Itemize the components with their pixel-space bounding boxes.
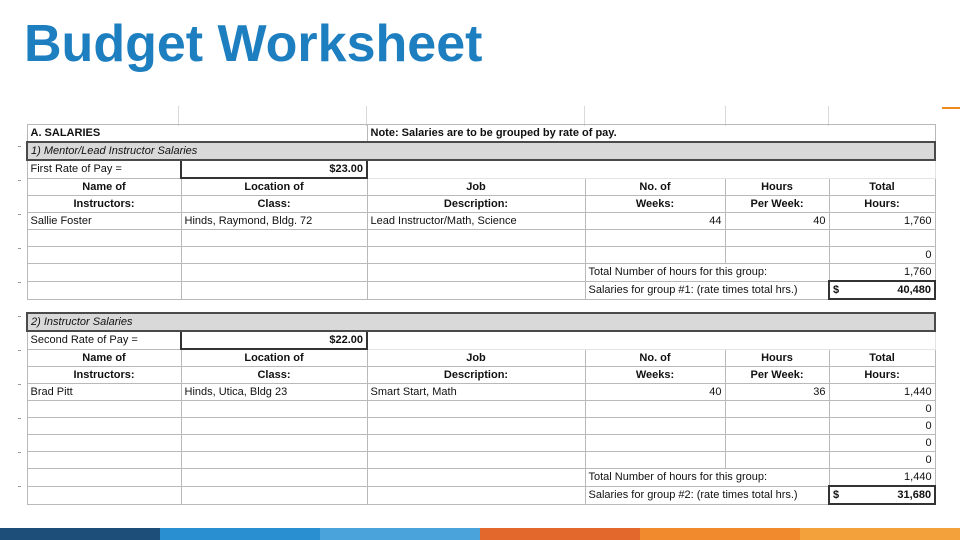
cell-hours	[725, 230, 829, 247]
salaries-value: 40,480	[897, 284, 932, 296]
rate-value: $22.00	[181, 331, 367, 349]
cell-total: 1,440	[829, 384, 935, 401]
group-title: 1) Mentor/Lead Instructor Salaries	[27, 142, 935, 160]
cell-weeks	[585, 401, 725, 418]
salary-table-group-1	[26, 124, 936, 300]
cell-hours: 40	[725, 213, 829, 230]
salaries-row	[27, 486, 935, 504]
table-row	[27, 247, 935, 264]
footer-segment	[0, 528, 160, 540]
table-row	[27, 213, 935, 230]
row-markers	[18, 140, 24, 500]
accent-dash	[942, 107, 960, 109]
cell-weeks: 44	[585, 213, 725, 230]
cell-name	[27, 247, 181, 264]
cell-location	[181, 247, 367, 264]
rate-value: $23.00	[181, 160, 367, 178]
cell-total: 0	[829, 418, 935, 435]
section-heading: A. SALARIES	[27, 125, 367, 143]
cell-name	[27, 418, 181, 435]
cell-job	[367, 452, 585, 469]
table-row	[27, 230, 935, 247]
cell-location	[181, 401, 367, 418]
header-hours: Hours	[725, 349, 829, 367]
table-row	[27, 401, 935, 418]
header-hours: Per Week:	[725, 367, 829, 384]
cell-location: Hinds, Raymond, Bldg. 72	[181, 213, 367, 230]
table-row	[27, 435, 935, 452]
cell-hours	[725, 401, 829, 418]
cell-weeks: 40	[585, 384, 725, 401]
cell-hours	[725, 247, 829, 264]
header-name: Name of	[27, 349, 181, 367]
header-location: Location of	[181, 349, 367, 367]
cell-job	[367, 247, 585, 264]
header-job: Description:	[367, 367, 585, 384]
cell-weeks	[585, 452, 725, 469]
cell-total: 0	[829, 452, 935, 469]
cell-location	[181, 452, 367, 469]
footer-segment	[320, 528, 480, 540]
header-job: Description:	[367, 196, 585, 213]
salaries-label: Salaries for group #1: (rate times total hrs.)	[585, 281, 829, 299]
rate-label: First Rate of Pay =	[27, 160, 181, 178]
column-header-row	[27, 196, 935, 213]
currency-symbol: $	[833, 284, 840, 296]
header-total: Total	[829, 349, 935, 367]
header-total: Hours:	[829, 367, 935, 384]
cell-total	[829, 230, 935, 247]
section-note: Note: Salaries are to be grouped by rate of pay.	[367, 125, 935, 143]
header-location: Location of	[181, 178, 367, 196]
total-hours-row	[27, 469, 935, 487]
rate-row	[27, 331, 935, 349]
group-title: 2) Instructor Salaries	[27, 313, 935, 331]
total-hours-value: 1,440	[829, 469, 935, 487]
header-total: Total	[829, 178, 935, 196]
salary-table-group-2	[26, 312, 936, 505]
header-weeks: No. of	[585, 349, 725, 367]
header-location: Class:	[181, 367, 367, 384]
cell-location	[181, 435, 367, 452]
header-name: Instructors:	[27, 196, 181, 213]
cell-weeks	[585, 247, 725, 264]
rate-row	[27, 160, 935, 178]
cell-name: Sallie Foster	[27, 213, 181, 230]
header-job: Job	[367, 178, 585, 196]
column-gridline	[725, 106, 726, 126]
currency-symbol: $	[833, 489, 840, 501]
cell-job	[367, 401, 585, 418]
cell-job	[367, 230, 585, 247]
footer-segment	[160, 528, 320, 540]
page-title: Budget Worksheet	[24, 15, 483, 73]
header-name: Name of	[27, 178, 181, 196]
header-total: Hours:	[829, 196, 935, 213]
column-header-row	[27, 349, 935, 367]
salaries-label: Salaries for group #2: (rate times total hrs.)	[585, 486, 829, 504]
rate-label: Second Rate of Pay =	[27, 331, 181, 349]
cell-weeks	[585, 418, 725, 435]
cell-weeks	[585, 435, 725, 452]
column-gridline	[366, 106, 367, 126]
cell-location	[181, 230, 367, 247]
cell-job	[367, 418, 585, 435]
group-title-row	[27, 313, 935, 331]
cell-location	[181, 418, 367, 435]
salaries-value: 31,680	[897, 489, 932, 501]
cell-hours	[725, 452, 829, 469]
column-gridline	[584, 106, 585, 126]
header-weeks: Weeks:	[585, 196, 725, 213]
header-hours: Hours	[725, 178, 829, 196]
column-gridline	[178, 106, 179, 126]
header-job: Job	[367, 349, 585, 367]
header-weeks: Weeks:	[585, 367, 725, 384]
header-weeks: No. of	[585, 178, 725, 196]
table-row	[27, 384, 935, 401]
column-header-row	[27, 367, 935, 384]
column-header-row	[27, 178, 935, 196]
group-title-row	[27, 142, 935, 160]
header-location: Class:	[181, 196, 367, 213]
cell-total: 0	[829, 435, 935, 452]
table-row	[27, 452, 935, 469]
footer-segment	[640, 528, 800, 540]
cell-job: Smart Start, Math	[367, 384, 585, 401]
cell-hours	[725, 418, 829, 435]
cell-name	[27, 435, 181, 452]
salaries-total	[829, 281, 935, 299]
cell-name	[27, 452, 181, 469]
footer-segment	[480, 528, 640, 540]
salaries-total	[829, 486, 935, 504]
header-name: Instructors:	[27, 367, 181, 384]
cell-location: Hinds, Utica, Bldg 23	[181, 384, 367, 401]
cell-total: 1,760	[829, 213, 935, 230]
column-gridline	[828, 106, 829, 126]
header-hours: Per Week:	[725, 196, 829, 213]
total-hours-label: Total Number of hours for this group:	[585, 469, 829, 487]
total-hours-label: Total Number of hours for this group:	[585, 264, 829, 282]
total-hours-row	[27, 264, 935, 282]
cell-hours	[725, 435, 829, 452]
cell-weeks	[585, 230, 725, 247]
section-heading-row	[27, 125, 935, 143]
table-row	[27, 418, 935, 435]
total-hours-value: 1,760	[829, 264, 935, 282]
salaries-row	[27, 281, 935, 299]
cell-job: Lead Instructor/Math, Science	[367, 213, 585, 230]
cell-total: 0	[829, 401, 935, 418]
cell-hours: 36	[725, 384, 829, 401]
cell-name	[27, 230, 181, 247]
cell-total: 0	[829, 247, 935, 264]
cell-job	[367, 435, 585, 452]
cell-name	[27, 401, 181, 418]
footer-segment	[800, 528, 960, 540]
cell-name: Brad Pitt	[27, 384, 181, 401]
